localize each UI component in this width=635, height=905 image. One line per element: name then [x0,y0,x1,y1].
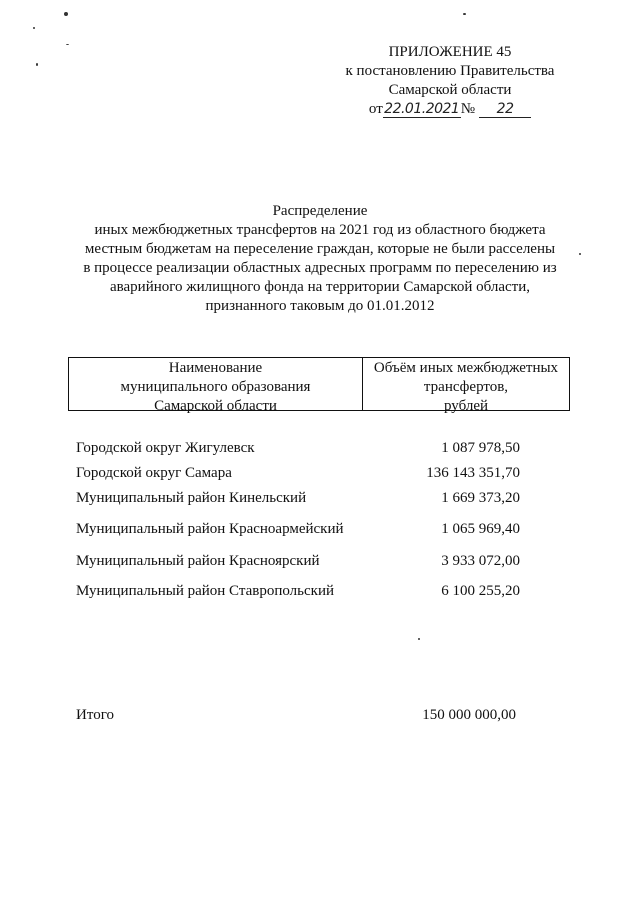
amount-value: 3 933 072,00 [441,553,520,569]
municipality-name: Городской округ Жигулевск [76,440,255,456]
scan-speck [463,13,466,15]
municipality-name: Муниципальный район Красноармейский [76,521,344,537]
column-header-amount [363,358,570,414]
title-line: аварийного жилищного фонда на территории Самарской области, [109,279,530,295]
header-text: муниципального образования [120,379,311,395]
municipality-name: Муниципальный район Кинельский [76,490,307,506]
appendix-subtitle: к постановлению Правительства [345,63,555,79]
header-text: трансфертов, [423,379,509,395]
header-text: рублей [443,398,489,414]
header-text: Объём иных межбюджетных [373,360,559,376]
scan-speck [66,44,69,45]
title-line: иных межбюджетных трансфертов на 2021 год из областного бюджета [94,222,546,238]
title-line: Распределение [272,203,368,219]
date-number-line [300,100,600,119]
total-label: Итого [76,707,114,723]
amount-value: 6 100 255,20 [441,583,520,599]
scan-speck [33,27,35,29]
appendix-header [300,43,600,119]
from-label: от [368,101,383,117]
date-field [383,101,461,118]
header-text: Самарской области [154,398,277,414]
scan-speck [418,638,420,640]
handwritten-date: 22.01.2021 [384,101,460,117]
number-field [479,101,531,118]
municipality-name: Муниципальный район Красноярский [76,553,320,569]
amount-value: 1 087 978,50 [441,440,520,456]
total-value: 150 000 000,00 [422,707,516,723]
amount-value: 1 669 373,20 [441,490,520,506]
amount-value: 1 065 969,40 [441,521,520,537]
table-header [68,357,570,414]
appendix-title: ПРИЛОЖЕНИЕ 45 [388,44,512,60]
scan-speck [36,63,38,66]
title-line: в процессе реализации областных адресных программ по переселению из [83,260,557,276]
column-header-municipality [68,358,363,414]
municipality-name: Городской округ Самара [76,465,232,481]
document-title [50,202,590,316]
title-line: местным бюджетам на переселение граждан, которые не были расселены [84,241,556,257]
scan-speck [64,12,68,16]
header-text: Наименование [168,360,263,376]
handwritten-number: 22 [496,101,514,117]
amount-value: 136 143 351,70 [426,465,520,481]
number-label: № [460,101,476,117]
appendix-region: Самарской области [388,82,512,98]
municipality-name: Муниципальный район Ставропольский [76,583,335,599]
title-line: признанного таковым до 01.01.2012 [205,298,435,314]
